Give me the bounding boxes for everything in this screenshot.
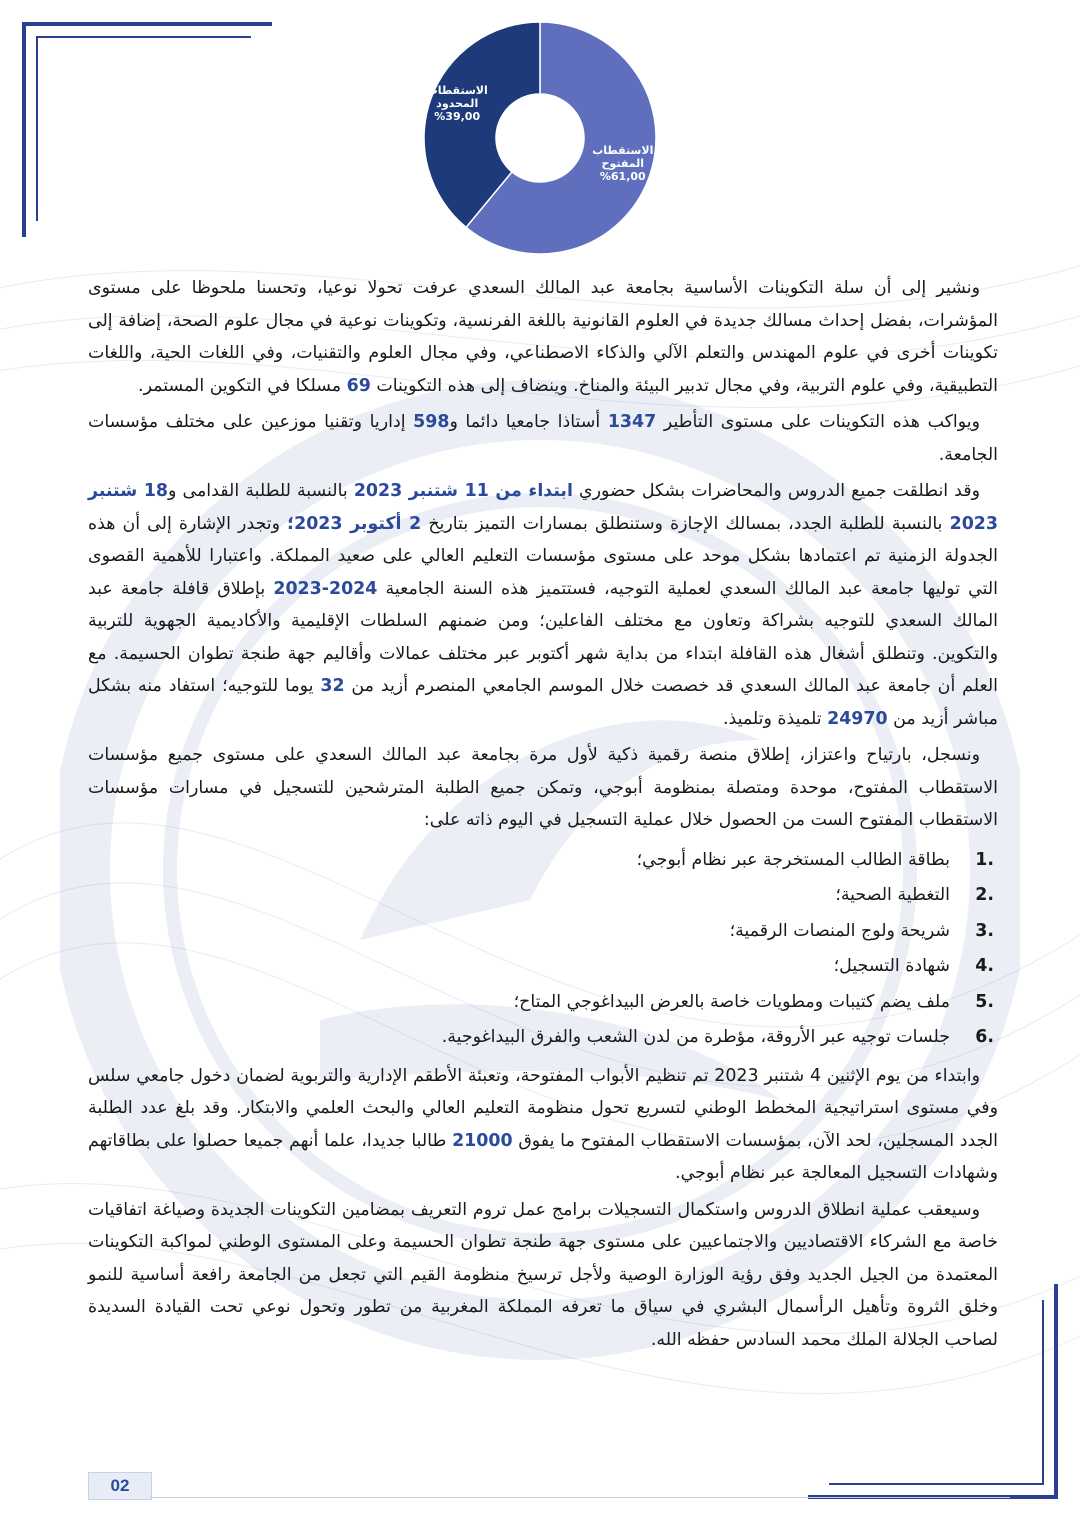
article-body <box>88 272 998 1360</box>
frame-corner-bottom-right <box>1054 1284 1058 1499</box>
slice-label: %39,00 <box>434 110 481 124</box>
paragraph-conclusion: وسيعقب عملية انطلاق الدروس واستكمال التسجيلات برامج عمل تروم التعريف بمضامين التكوينات الجديدة وصياغة اتفاقيات خاصة مع الشركاء الاقتصاديين والاجتماعيين على مستوى جهة طنجة تطوان الحسيمة وعلى المستوى الوطني لمواكبة التكوينات المعتمدة من الجيل الجديد وفق رؤية الوزارة الوصية ولأجل ترسيخ منظومة القيم التي تجعل من الجامعة رافعة أساسية للنمو وخلق الثروة وتأهيل الرأسمال البشري في سياق ما تعرفه المملكة المغربية من تطور وتحول نوعي تحت القيادة السديدة لصاحب الجلالة الملك محمد السادس حفظه الله. <box>88 1199 998 1350</box>
frame-corner-top-left <box>22 22 272 26</box>
paragraph-trainings: ونشير إلى أن سلة التكوينات الأساسية بجامعة عبد المالك السعدي عرفت تحولا نوعيا، وتحسنا ملحوظا على مستوى المؤشرات، بفضل إحداث مسالك جديدة في العلوم القانونية باللغة الفرنسية، وتكوينات نوعية في مجال علوم الصحة، إضافة إلى تكوينات أخرى في علوم المهندس والتعلم الآلي والذكاء الاصطناعي، وفي مجال العلوم والتقنيات، وفي اللغات الحية، واللغات التطبيقية، وفي علوم التربية، وفي مجال تدبير البيئة والمناخ. وينضاف إلى هذه التكوينات 69 مسلكا في التكوين المستمر. <box>88 278 998 396</box>
list-item <box>88 878 998 914</box>
paragraph-platform: ونسجل، بارتياح واعتزاز، إطلاق منصة رقمية ذكية لأول مرة بجامعة عبد المالك السعدي على مستوى جميع مؤسسات الاستقطاب المفتوح، موحدة ومتصلة بمنظومة أبوجي، وتمكن جميع الطلبة المترشحين للتسجيل في مسارات مؤسسات الاستقطاب المفتوح الست من الحصول خلال عملية التسجيل في اليوم ذاته على: <box>88 745 998 830</box>
page-number: 02 <box>88 1472 152 1500</box>
list-item-text: ملف يضم كتيبات ومطويات خاصة بالعرض البيداغوجي المتاح؛ <box>513 991 950 1012</box>
list-item-text: جلسات توجيه عبر الأروقة، مؤطرة من لدن الشعب والفرق البيداغوجية. <box>441 1027 950 1047</box>
paragraph-open-days: وابتداء من يوم الإثنين 4 شتنبر 2023 تم تنظيم الأبواب المفتوحة، وتعبئة الأطقم الإدارية والتربوية لضمان دخول جامعي سلس وفي مستوى استراتيجية المخطط الوطني لتسريع تحول منظومة التعليم العالي والبحث العلمي والابتكار. وقد بلغ عدد الطلبة الجدد المسجلين، لحد الآن، بمؤسسات الاستقطاب المفتوح ما يفوق 21000 طالبا جديدا، علما أنهم جميعا حصلوا على بطاقاتهم وشهادات التسجيل المعالجة عبر نظام أبوجي. <box>88 1065 999 1183</box>
paragraph-schedule: وقد انطلقت جميع الدروس والمحاضرات بشكل حضوري ابتداء من 11 شتنبر 2023 بالنسبة للطلبة القدامى و18 شتنبر 2023 بالنسبة للطلبة الجدد، بمسالك الإجازة وستنطلق بمسارات التميز بتاريخ 2 أكتوبر 2023؛ وتجدر الإشارة إلى أن هذه الجدولة الزمنية تم اعتمادها بشكل موحد على مستوى مؤسسات التعليم العالي على صعيد المملكة. واعتبارا للأهمية القصوى التي توليها جامعة عبد المالك السعدي لعملية التوجيه، فستتميز هذه السنة الجامعية 2024-2023 بإطلاق قافلة جامعة عبد المالك السعدي للتوجيه بشراكة وتعاون مع مختلف الفاعلين؛ ومن ضمنهم السلطات الإقليمية والأكاديمية الجهوية للتربية والتكوين. وتنطلق أشغال هذه القافلة ابتداء من بداية شهر أكتوبر عبر مختلف عمالات وأقاليم جهة طنجة تطوان الحسيمة. مع العلم أن جامعة عبد المالك السعدي قد خصصت خلال الموسم الجامعي المنصرم أزيد من 32 يوما للتوجيه؛ استفاد منه بشكل مباشر أزيد من 24970 تلميذة وتلميذ. <box>88 481 999 729</box>
list-item-number: 1. <box>975 849 994 870</box>
footer-divider <box>150 1497 1010 1498</box>
slice-label: المفتوح <box>601 156 645 170</box>
list-item-number: 4. <box>975 956 994 976</box>
frame-corner-bottom-right-inner <box>829 1483 1044 1485</box>
slice-label: الاستقطاب <box>592 143 654 157</box>
list-item-text: شهادة التسجيل؛ <box>833 956 950 976</box>
list-item <box>88 914 998 950</box>
list-item <box>88 843 998 879</box>
paragraph-staff: ويواكب هذه التكوينات على مستوى التأطير 1347 أستاذا جامعيا دائما و598 إداريا وتقنيا موزعين على مختلف مؤسسات الجامعة. <box>88 412 998 465</box>
list-item <box>88 985 998 1021</box>
list-item-number: 2. <box>975 885 994 905</box>
frame-corner-top-left-inner <box>36 36 38 221</box>
list-item-number: 3. <box>975 920 994 941</box>
slice-label: المحدود <box>436 97 479 111</box>
frame-corner-top-left-inner <box>36 36 251 38</box>
list-item-number: 5. <box>975 991 994 1012</box>
list-item <box>88 949 998 985</box>
frame-corner-top-left <box>22 22 26 237</box>
list-item-text: شريحة ولوج المنصات الرقمية؛ <box>729 920 950 941</box>
slice-label: %61,00 <box>599 169 646 183</box>
slice-label: الاستقطاب <box>426 84 488 98</box>
list-item-number: 6. <box>975 1027 994 1047</box>
donut-chart <box>420 18 660 258</box>
registration-items-list <box>88 843 998 1056</box>
frame-corner-bottom-right-inner <box>1042 1300 1044 1485</box>
list-item <box>88 1020 998 1056</box>
list-item-text: التغطية الصحية؛ <box>835 885 950 905</box>
list-item-text: بطاقة الطالب المستخرجة عبر نظام أبوجي؛ <box>636 849 950 870</box>
